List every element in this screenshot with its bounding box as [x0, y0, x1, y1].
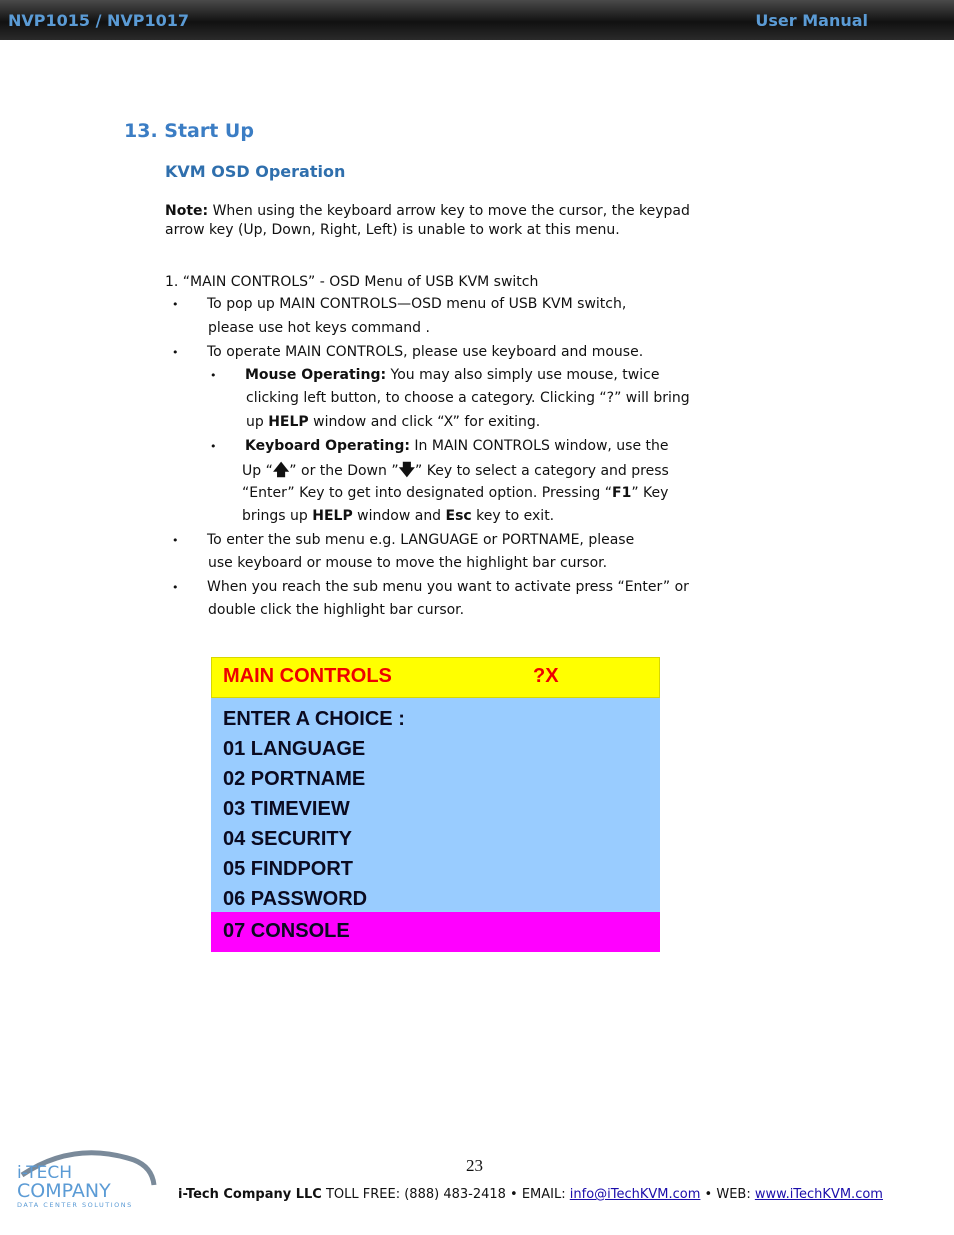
osd-item-console-selected[interactable]: [211, 912, 660, 952]
sub-bullet: •: [210, 369, 217, 382]
header-manual: User Manual: [755, 11, 868, 30]
sub-bullet: •: [210, 440, 217, 453]
mouse-line-2: clicking left button, to choose a category. Clicking “?” will bring: [246, 390, 690, 406]
page-header: [0, 0, 954, 40]
mouse-text-3b: window and click “X” for exiting.: [308, 414, 541, 430]
bullet: •: [172, 298, 179, 311]
keyboard-text-2c: ” Key to select a category and press: [415, 463, 669, 479]
bullet-1-line-2: please use hot keys command .: [208, 320, 430, 336]
osd-item-language[interactable]: 01 LANGUAGE: [223, 738, 366, 760]
item-1-title: 1. “MAIN CONTROLS” - OSD Menu of USB KVM switch: [165, 274, 539, 290]
mouse-line-3: [246, 413, 540, 432]
logo-swoosh-icon: [14, 1145, 159, 1210]
osd-item-findport[interactable]: 05 FINDPORT: [223, 858, 354, 880]
up-arrow-icon: 🡅: [272, 460, 290, 479]
keyboard-text-3a: “Enter” Key to get into designated option. Pressing “: [242, 485, 612, 501]
osd-main-controls-menu: [211, 657, 660, 952]
keyboard-label: Keyboard Operating:: [245, 438, 410, 454]
bullet: •: [172, 534, 179, 547]
section-title: 13. Start Up: [124, 120, 254, 142]
bullet-1-line-1: To pop up MAIN CONTROLS—OSD menu of USB KVM switch,: [207, 296, 627, 312]
keyboard-line-4: [242, 507, 554, 526]
f1-key: F1: [612, 485, 632, 501]
note-line-2: arrow key (Up, Down, Right, Left) is unable to work at this menu.: [165, 222, 620, 238]
bullet-2-line-1: To operate MAIN CONTROLS, please use keyboard and mouse.: [207, 344, 644, 360]
note-line-1: [165, 202, 690, 221]
logo-line-2: COMPANY: [17, 1180, 111, 1202]
osd-item-portname[interactable]: 02 PORTNAME: [223, 768, 366, 790]
page-number: 23: [466, 1156, 483, 1175]
osd-prompt: ENTER A CHOICE :: [223, 708, 405, 730]
keyboard-text-4a: brings up: [242, 508, 313, 524]
help-keyword: HELP: [268, 414, 309, 430]
down-arrow-icon: 🡇: [398, 460, 416, 479]
note-text-1: When using the keyboard arrow key to move the cursor, the keypad: [208, 203, 690, 219]
osd-header: [211, 657, 660, 698]
osd-help-close-button[interactable]: ?X: [533, 665, 559, 687]
logo-line-1: i-TECH: [17, 1163, 73, 1183]
osd-body: [211, 698, 660, 912]
footer-company: i-Tech Company LLC: [178, 1187, 322, 1202]
osd-item-security[interactable]: 04 SECURITY: [223, 828, 352, 850]
keyboard-line-2: [242, 460, 669, 481]
bullet: •: [172, 346, 179, 359]
osd-title: MAIN CONTROLS: [223, 665, 392, 687]
header-model: NVP1015 / NVP1017: [8, 11, 190, 30]
keyboard-text-2b: ” or the Down ”: [289, 463, 399, 479]
keyboard-text-3b: ” Key: [631, 485, 669, 501]
page-footer: [178, 1187, 883, 1202]
osd-item-password[interactable]: 06 PASSWORD: [223, 888, 368, 910]
footer-email-link[interactable]: info@iTechKVM.com: [569, 1187, 701, 1202]
footer-web-link[interactable]: www.iTechKVM.com: [754, 1187, 883, 1202]
footer-web-label: • WEB:: [700, 1187, 755, 1202]
bullet: •: [172, 581, 179, 594]
note-label: Note:: [165, 203, 209, 219]
company-logo: [14, 1145, 159, 1210]
keyboard-text-1: In MAIN CONTROLS window, use the: [409, 438, 669, 454]
keyboard-text-4b: window and: [352, 508, 446, 524]
bullet-4-line-2: double click the highlight bar cursor.: [208, 602, 465, 618]
keyboard-text-4c: key to exit.: [471, 508, 555, 524]
mouse-text-1: You may also simply use mouse, twice: [386, 367, 660, 383]
subsection-title: KVM OSD Operation: [165, 162, 346, 181]
bullet-4-line-1: When you reach the sub menu you want to activate press “Enter” or: [207, 579, 689, 595]
mouse-label: Mouse Operating:: [245, 367, 387, 383]
help-keyword: HELP: [312, 508, 353, 524]
bullet-3-line-1: To enter the sub menu e.g. LANGUAGE or PORTNAME, please: [207, 532, 635, 548]
footer-tollfree: TOLL FREE: (888) 483-2418 • EMAIL:: [321, 1187, 570, 1202]
osd-selected-label: 07 CONSOLE: [223, 920, 350, 942]
keyboard-line-3: [242, 484, 668, 503]
osd-item-timeview[interactable]: 03 TIMEVIEW: [223, 798, 350, 820]
bullet-3-line-2: use keyboard or mouse to move the highlight bar cursor.: [208, 555, 608, 571]
keyboard-line-1: [245, 437, 669, 456]
logo-line-3: DATA CENTER SOLUTIONS: [17, 1201, 133, 1209]
mouse-text-3a: up: [246, 414, 269, 430]
esc-key: Esc: [445, 508, 472, 524]
mouse-line-1: [245, 366, 659, 385]
keyboard-text-2a: Up “: [242, 463, 273, 479]
